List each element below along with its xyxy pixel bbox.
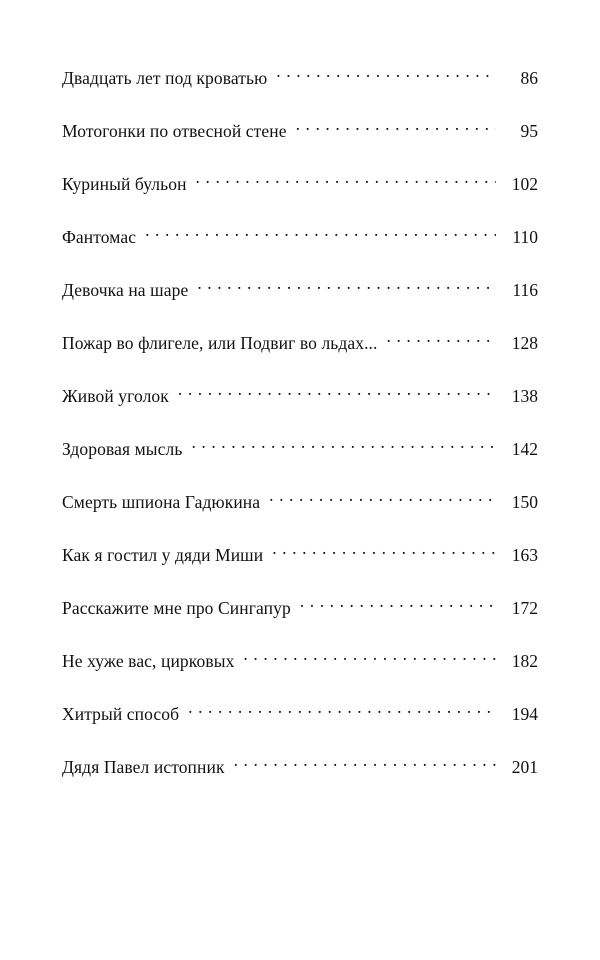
toc-entry-title: Куриный бульон xyxy=(62,174,187,194)
toc-entry[interactable] xyxy=(62,757,538,810)
toc-entry[interactable] xyxy=(62,598,538,651)
toc-leader-dots xyxy=(300,598,496,614)
toc-leader-dots xyxy=(188,704,496,720)
toc-entry-page: 128 xyxy=(511,333,538,353)
toc-entry-title: Живой уголок xyxy=(62,386,169,406)
toc-entry-page: 138 xyxy=(511,386,538,406)
toc-entry-title: Смерть шпиона Гадюкина xyxy=(62,492,261,512)
toc-entry-page: 150 xyxy=(511,492,538,512)
toc-entry-title: Не хуже вас, цирковых xyxy=(62,651,235,671)
toc-entry-page: 172 xyxy=(511,598,538,618)
toc-entry-title: Мотогонки по отвесной стене xyxy=(62,121,287,141)
toc-entry-page: 110 xyxy=(512,227,538,247)
toc-leader-dots xyxy=(191,439,496,455)
toc-entry-title: Как я гостил у дяди Миши xyxy=(62,545,264,565)
toc-entry[interactable] xyxy=(62,545,538,598)
toc-entry-page: 163 xyxy=(511,545,538,565)
toc-leader-dots xyxy=(272,545,496,561)
toc-entry-title: Хитрый способ xyxy=(62,704,180,724)
toc-entry[interactable] xyxy=(62,333,538,386)
toc-entry[interactable] xyxy=(62,704,538,757)
toc-entry-page: 95 xyxy=(520,121,538,141)
toc-leader-dots xyxy=(178,386,496,402)
toc-leader-dots xyxy=(276,68,496,84)
toc-entry[interactable] xyxy=(62,386,538,439)
toc-entry-page: 194 xyxy=(511,704,538,724)
toc-entry[interactable] xyxy=(62,492,538,545)
toc-entry-title: Расскажите мне про Сингапур xyxy=(62,598,291,618)
toc-entry[interactable] xyxy=(62,280,538,333)
toc-leader-dots xyxy=(243,651,496,667)
toc-leader-dots xyxy=(234,757,496,773)
toc-entry-page: 142 xyxy=(511,439,538,459)
toc-entry[interactable] xyxy=(62,227,538,280)
toc-entry-title: Дядя Павел истопник xyxy=(62,757,225,777)
table-of-contents xyxy=(62,68,538,810)
toc-leader-dots xyxy=(197,280,496,296)
toc-entry-title: Девочка на шаре xyxy=(62,280,189,300)
toc-leader-dots xyxy=(196,174,496,190)
toc-entry-title: Пожар во флигеле, или Подвиг во льдах... xyxy=(62,333,378,353)
toc-entry-page: 102 xyxy=(511,174,538,194)
toc-entry-page: 116 xyxy=(512,280,538,300)
toc-entry-title: Здоровая мысль xyxy=(62,439,183,459)
toc-entry[interactable] xyxy=(62,68,538,121)
toc-entry-page: 182 xyxy=(511,651,538,671)
toc-entry-title: Фантомас xyxy=(62,227,137,247)
toc-leader-dots xyxy=(145,227,496,243)
toc-entry[interactable] xyxy=(62,174,538,227)
toc-entry[interactable] xyxy=(62,439,538,492)
toc-leader-dots xyxy=(296,121,496,137)
toc-entry[interactable] xyxy=(62,121,538,174)
toc-entry-page: 201 xyxy=(511,757,538,777)
toc-entry[interactable] xyxy=(62,651,538,704)
toc-leader-dots xyxy=(387,333,496,349)
toc-entry-page: 86 xyxy=(520,68,538,88)
toc-entry-title: Двадцать лет под кроватью xyxy=(62,68,268,88)
toc-leader-dots xyxy=(269,492,496,508)
